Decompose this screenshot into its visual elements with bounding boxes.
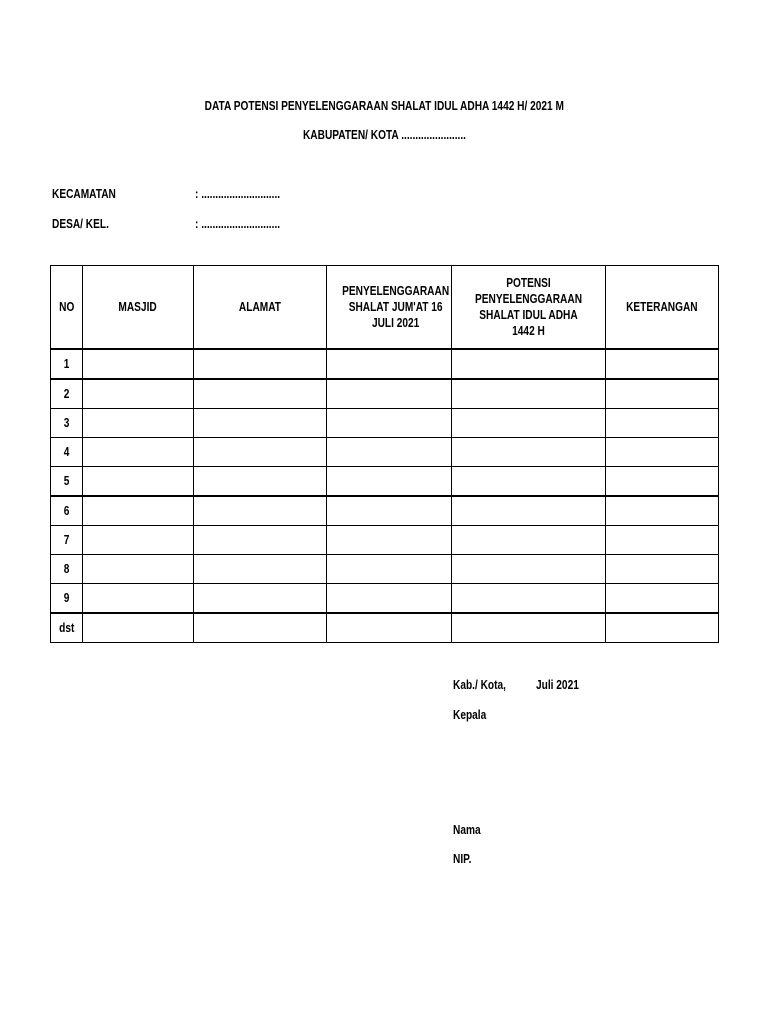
alamat-cell xyxy=(194,409,327,438)
alamat-cell xyxy=(194,349,327,379)
keterangan-cell xyxy=(606,467,719,497)
row-number-cell: 9 xyxy=(51,584,83,614)
keterangan-cell xyxy=(606,584,719,614)
keterangan-cell xyxy=(606,349,719,379)
potensi-cell xyxy=(452,379,606,409)
alamat-cell xyxy=(194,467,327,497)
document-title-text: DATA POTENSI PENYELENGGARAAN SHALAT IDUL ADHA 1442 H/ 2021 M xyxy=(204,98,564,113)
potensi-cell xyxy=(452,438,606,467)
column-header-no: NO xyxy=(51,266,83,350)
row-number-cell: 7 xyxy=(51,526,83,555)
table-row xyxy=(51,409,719,438)
row-number-cell: dst xyxy=(51,613,83,643)
alamat-cell xyxy=(194,526,327,555)
keterangan-cell xyxy=(606,379,719,409)
shalat-jumat-cell xyxy=(327,584,452,614)
document-subtitle xyxy=(0,126,768,144)
shalat-jumat-cell xyxy=(327,613,452,643)
keterangan-cell xyxy=(606,496,719,526)
masjid-cell xyxy=(83,379,194,409)
masjid-cell xyxy=(83,526,194,555)
row-number-cell: 1 xyxy=(51,349,83,379)
desa-label: DESA/ KEL. xyxy=(52,216,109,231)
shalat-jumat-cell xyxy=(327,555,452,584)
potensi-cell xyxy=(452,409,606,438)
alamat-cell xyxy=(194,613,327,643)
column-header-alamat: ALAMAT xyxy=(194,266,327,350)
potensi-cell xyxy=(452,496,606,526)
column-header-keterangan: KETERANGAN xyxy=(606,266,719,350)
row-number-cell: 4 xyxy=(51,438,83,467)
table-row xyxy=(51,496,719,526)
column-header-potensi: POTENSI PENYELENGGARAAN SHALAT IDUL ADHA 1442 H xyxy=(452,266,606,350)
table-row xyxy=(51,438,719,467)
row-number-cell: 2 xyxy=(51,379,83,409)
masjid-cell xyxy=(83,438,194,467)
row-number-cell: 8 xyxy=(51,555,83,584)
table-row xyxy=(51,349,719,379)
row-number-cell: 6 xyxy=(51,496,83,526)
table-header-row xyxy=(51,266,719,350)
alamat-cell xyxy=(194,379,327,409)
table-row xyxy=(51,613,719,643)
desa-value: : ............................ xyxy=(195,216,281,231)
masjid-cell xyxy=(83,409,194,438)
signature-role: Kepala xyxy=(453,707,487,722)
alamat-cell xyxy=(194,496,327,526)
potensi-cell xyxy=(452,526,606,555)
kecamatan-value: : ............................ xyxy=(195,186,281,201)
potensi-cell xyxy=(452,349,606,379)
signature-place: Kab./ Kota, xyxy=(453,677,506,692)
signature-date: Juli 2021 xyxy=(536,677,579,692)
document-subtitle-text: KABUPATEN/ KOTA ....................... xyxy=(302,127,466,142)
keterangan-cell xyxy=(606,438,719,467)
table-row xyxy=(51,555,719,584)
column-header-masjid: MASJID xyxy=(83,266,194,350)
table-row xyxy=(51,526,719,555)
masjid-cell xyxy=(83,584,194,614)
shalat-jumat-cell xyxy=(327,467,452,497)
table-row xyxy=(51,467,719,497)
alamat-cell xyxy=(194,438,327,467)
alamat-cell xyxy=(194,555,327,584)
masjid-cell xyxy=(83,467,194,497)
shalat-jumat-cell xyxy=(327,526,452,555)
table-row xyxy=(51,584,719,614)
row-number-cell: 5 xyxy=(51,467,83,497)
alamat-cell xyxy=(194,584,327,614)
document-title xyxy=(0,97,768,115)
masjid-cell xyxy=(83,555,194,584)
masjid-cell xyxy=(83,349,194,379)
shalat-jumat-cell xyxy=(327,438,452,467)
signature-name-label: Nama xyxy=(453,822,481,837)
masjid-cell xyxy=(83,613,194,643)
row-number-cell: 3 xyxy=(51,409,83,438)
shalat-jumat-cell xyxy=(327,496,452,526)
signature-nip-label: NIP. xyxy=(453,851,472,866)
potensi-cell xyxy=(452,555,606,584)
keterangan-cell xyxy=(606,555,719,584)
potensi-cell xyxy=(452,613,606,643)
table-row xyxy=(51,379,719,409)
potensi-cell xyxy=(452,467,606,497)
data-table xyxy=(50,265,719,643)
keterangan-cell xyxy=(606,613,719,643)
masjid-cell xyxy=(83,496,194,526)
potensi-cell xyxy=(452,584,606,614)
keterangan-cell xyxy=(606,409,719,438)
shalat-jumat-cell xyxy=(327,379,452,409)
keterangan-cell xyxy=(606,526,719,555)
shalat-jumat-cell xyxy=(327,409,452,438)
column-header-shalat-jumat: PENYELENGGARAAN SHALAT JUM'AT 16 JULI 2021 xyxy=(327,266,452,350)
kecamatan-label: KECAMATAN xyxy=(52,186,116,201)
shalat-jumat-cell xyxy=(327,349,452,379)
